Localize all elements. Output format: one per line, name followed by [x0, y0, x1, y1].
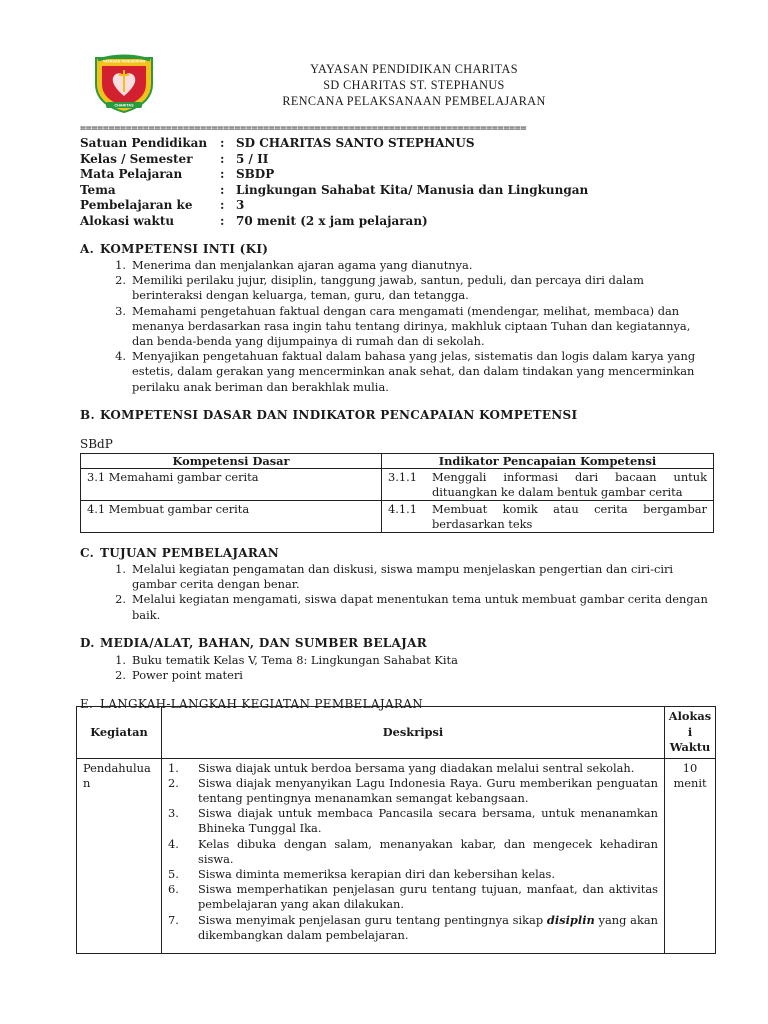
info-colon: :	[220, 151, 225, 166]
subject-label: SBdP	[80, 437, 113, 451]
list-item	[104, 258, 708, 273]
info-value: SD CHARITAS SANTO STEPHANUS	[236, 136, 475, 150]
section-d-heading	[80, 636, 427, 650]
info-value: SBDP	[236, 167, 275, 182]
header-school: SD CHARITAS ST. STEPHANUS	[323, 78, 505, 92]
item-number: 3.	[115, 303, 126, 318]
alokasi-header-line: i	[687, 724, 693, 739]
item-text: Melalui kegiatan mengamati, siswa dapat menentukan tema untuk membuat gambar cerita dengan baik.	[132, 592, 708, 622]
separator-line: ==============================================================================	[80, 124, 527, 134]
info-label: Mata Pelajaran	[80, 167, 183, 182]
step-text: Siswa diajak untuk membaca Pancasila secara bersama, untuk menanamkan Bhineka Tunggal Ika.	[198, 806, 658, 836]
step-text: Siswa diajak untuk berdoa bersama yang diadakan melalui sentral sekolah.	[198, 760, 635, 775]
col-header-indikator: Indikator Pencapaian Kompetensi	[382, 454, 714, 469]
indicator-number: 3.1.1	[388, 470, 417, 484]
info-label: Alokasi waktu	[80, 213, 175, 228]
step-number: 2.	[168, 775, 179, 790]
kd-cell: 3.1 Memahami gambar cerita	[81, 469, 382, 501]
kegiatan-table	[76, 706, 716, 954]
info-colon: :	[220, 198, 225, 213]
tujuan-list	[104, 562, 708, 623]
item-text: Melalui kegiatan pengamatan dan diskusi, siswa mampu menjelaskan pengertian dan ciri-ciri gambar cerita dengan benar.	[132, 562, 674, 592]
section-title: LANGKAH-LANGKAH KEGIATAN PEMBELAJARAN	[100, 697, 424, 711]
step-text: Siswa diajak menyanyikan Lagu Indonesia Raya. Guru memberikan penguatan tentang pentingnya menanamkan semangat kebangsaan.	[198, 775, 658, 805]
alokasi-value: 10	[682, 760, 698, 775]
item-text: Power point materi	[132, 668, 243, 683]
alokasi-cell	[665, 758, 716, 953]
indicator-text: Membuat komik atau cerita bergambar berdasarkan teks	[432, 502, 707, 531]
item-number: 1.	[115, 562, 126, 576]
info-value: 5 / II	[236, 151, 269, 166]
table-header-row	[77, 707, 716, 759]
info-label: Satuan Pendidikan	[80, 136, 208, 150]
kegiatan-cell: Pendahuluan	[77, 758, 162, 953]
info-colon: :	[220, 167, 225, 182]
step-number: 6.	[168, 882, 179, 897]
header-doc-title: RENCANA PELAKSANAAN PEMBELAJARAN	[282, 94, 546, 108]
info-row	[80, 214, 588, 230]
indicator-text: Menggali informasi dari bacaan untuk dituangkan ke dalam bentuk gambar cerita	[432, 470, 707, 499]
info-label: Kelas / Semester	[80, 151, 193, 166]
item-text: Menyajikan pengetahuan faktual dalam bahasa yang jelas, sistematis dan logis dalam karya yang estetis, dalam gerakan yang mencerminkan anak sehat, dan dalam tindakan yang mencerminkan perilaku anak beriman dan berakhlak mulia.	[132, 349, 696, 394]
info-row	[80, 198, 588, 214]
list-item	[104, 653, 708, 668]
logo-top-text: YAYASAN PENDIDIKAN	[102, 59, 146, 64]
kd-table	[80, 453, 714, 533]
step-number: 5.	[168, 866, 179, 881]
indicator-cell	[382, 501, 714, 533]
list-item	[104, 273, 708, 303]
step-text-part: Siswa menyimak penjelasan guru tentang pentingnya sikap	[198, 912, 547, 927]
col-header-alokasi	[665, 707, 716, 759]
step-item	[168, 776, 658, 806]
school-logo	[92, 54, 156, 114]
item-number: 2.	[115, 668, 126, 683]
info-row	[80, 152, 588, 168]
section-title: MEDIA/ALAT, BAHAN, DAN SUMBER BELAJAR	[100, 636, 427, 650]
item-text: Buku tematik Kelas V, Tema 8: Lingkungan Sahabat Kita	[132, 653, 458, 667]
step-item	[168, 882, 658, 912]
section-letter: B.	[80, 408, 95, 422]
ki-list	[104, 258, 708, 395]
section-letter: D.	[80, 636, 95, 650]
step-text-part: yang akan dikembangkan dalam pembelajaran.	[198, 912, 658, 942]
info-colon: :	[220, 182, 225, 197]
info-value: 3	[236, 198, 245, 213]
info-colon: :	[220, 213, 225, 228]
step-item	[168, 761, 658, 776]
alokasi-unit: menit	[673, 775, 707, 790]
table-row	[77, 758, 716, 953]
table-row	[81, 469, 714, 501]
list-item	[104, 592, 708, 622]
info-value: Lingkungan Sahabat Kita/ Manusia dan Lingkungan	[236, 182, 589, 197]
logo-bottom-text: CHARITAS	[114, 103, 134, 108]
item-text: Memiliki perilaku jujur, disiplin, tanggung jawab, santun, peduli, dan percaya diri dalam berinteraksi dengan keluarga, teman, guru, dan tetangga.	[132, 273, 644, 303]
item-text: Menerima dan menjalankan ajaran agama yang dianutnya.	[132, 258, 473, 272]
section-letter: E.	[80, 697, 94, 711]
identity-block	[80, 136, 588, 230]
section-a-heading	[80, 242, 268, 256]
step-text	[198, 913, 658, 943]
step-number: 1.	[168, 760, 179, 775]
section-title: KOMPETENSI INTI (KI)	[100, 242, 269, 256]
info-colon: :	[220, 136, 225, 150]
deskripsi-cell	[162, 758, 665, 953]
table-header-row	[81, 454, 714, 469]
step-text: Siswa memperhatikan penjelasan guru tentang tujuan, manfaat, dan aktivitas pembelajaran yang akan dilakukan.	[198, 882, 658, 912]
step-item	[168, 806, 658, 836]
info-value: 70 menit (2 x jam pelajaran)	[236, 213, 428, 228]
header-foundation: YAYASAN PENDIDIKAN CHARITAS	[310, 62, 518, 76]
step-number: 3.	[168, 806, 179, 821]
emphasis-disiplin: disiplin	[546, 912, 595, 927]
info-label: Tema	[80, 182, 116, 197]
step-item	[168, 837, 658, 867]
media-list	[104, 653, 708, 683]
info-label: Pembelajaran ke	[80, 198, 193, 213]
section-b-heading	[80, 408, 577, 422]
list-item	[104, 304, 708, 350]
indicator-cell	[382, 469, 714, 501]
info-row	[80, 167, 588, 183]
info-row	[80, 183, 588, 199]
section-title: KOMPETENSI DASAR DAN INDIKATOR PENCAPAIAN KOMPETENSI	[100, 408, 578, 422]
item-number: 1.	[115, 258, 126, 272]
step-list	[168, 761, 658, 943]
item-number: 2.	[115, 592, 126, 607]
item-text: Memahami pengetahuan faktual dengan cara mengamati (mendengar, melihat, membaca) dan menanya berdasarkan rasa ingin tahu tentang dirinya, makhluk ciptaan Tuhan dan kegiatannya, dan benda-benda yang dijumpainya di rumah dan di sekolah.	[132, 303, 691, 349]
col-header-kegiatan: Kegiatan	[77, 707, 162, 759]
step-item	[168, 867, 658, 882]
list-item	[104, 668, 708, 683]
list-item	[104, 562, 708, 592]
item-number: 2.	[115, 273, 126, 288]
kd-cell: 4.1 Membuat gambar cerita	[81, 501, 382, 533]
step-item	[168, 913, 658, 943]
section-letter: C.	[80, 546, 95, 560]
item-number: 4.	[115, 349, 126, 364]
step-number: 4.	[168, 836, 179, 851]
section-letter: A.	[80, 242, 95, 256]
section-c-heading	[80, 546, 279, 560]
step-text: Siswa diminta memeriksa kerapian diri dan kebersihan kelas.	[198, 866, 555, 881]
col-header-kd: Kompetensi Dasar	[81, 454, 382, 469]
info-row	[80, 136, 588, 152]
table-row	[81, 501, 714, 533]
alokasi-header-line: Waktu	[669, 740, 711, 754]
col-header-deskripsi: Deskripsi	[162, 707, 665, 759]
indicator-number: 4.1.1	[388, 502, 417, 517]
section-title: TUJUAN PEMBELAJARAN	[100, 546, 280, 560]
step-text: Kelas dibuka dengan salam, menanyakan kabar, dan mengecek kehadiran siswa.	[198, 836, 658, 866]
alokasi-header-line: Alokas	[668, 709, 712, 723]
step-number: 7.	[168, 912, 179, 927]
item-number: 1.	[115, 653, 126, 667]
list-item	[104, 349, 708, 395]
